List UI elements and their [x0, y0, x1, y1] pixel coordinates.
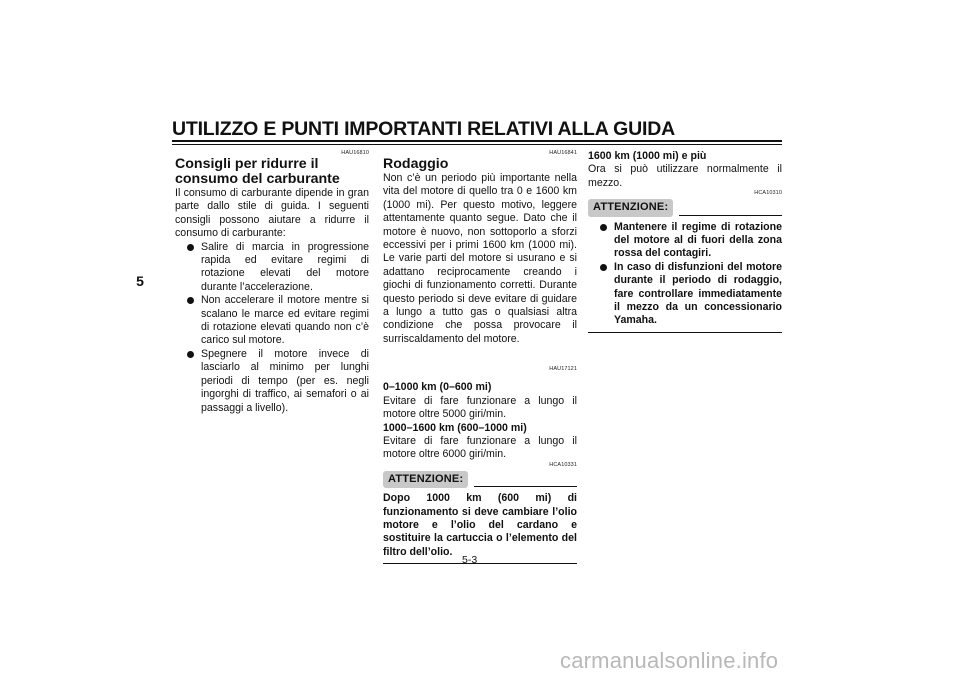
section-code: HAU17121	[549, 366, 577, 373]
section-code: HAU16810	[341, 150, 369, 156]
title-rule	[172, 140, 782, 142]
caution-code: HCA10331	[549, 461, 577, 468]
section-heading-fuel: Consigli per ridurre il consumo del carburante	[175, 156, 340, 187]
list-item: Non accelerare il motore mentre si scalano le marce ed evitare regimi di rotazione elevati quando non c’è carico sul motore.	[185, 294, 369, 348]
column-fuel-tips	[175, 150, 369, 415]
section-heading-break-in: Rodaggio	[383, 156, 449, 172]
caution-label: ATTENZIONE:	[588, 199, 673, 216]
list-item: Mantenere il regime di rotazione del motore al di fuori della zona rossa del contagiri.	[598, 221, 782, 261]
caution-list	[588, 221, 782, 328]
caution-text: Dopo 1000 km (600 mi) di funzionamento si deve cambiare l’olio motore e l’olio del cardano e sostituire la cartuccia o l’elemento del filtro dell’olio.	[383, 488, 577, 564]
break-in-text-2: Evitare di fare funzionare a lungo il motore oltre 6000 giri/min.	[383, 434, 577, 461]
watermark: carmanualsonline.info	[560, 648, 779, 673]
title-rule-thin	[172, 144, 782, 145]
after-break-in-subheading: 1600 km (1000 mi) e più	[588, 150, 707, 162]
break-in-paragraph: Non c’è un periodo più importante nella vita del motore di quello tra 0 e 1600 km (1000 mi). Per questo motivo, leggere attentamente quanto segue. Dato che il motore è nuovo, non sottoporlo a sforzi eccessivi per i primi 1600 km (1000 mi). Le varie parti del motore si usurano e si adattano reciprocamente creando i giochi di funzionamento corretti. Durante questo periodo si deve evitare di guidare a lungo a tutto gas o qualsiasi altra condizione che possa provocare il surriscaldamento del motore.	[383, 172, 577, 345]
list-item: In caso di disfunzioni del motore durante il periodo di rodaggio, fare controllare immediatamente il mezzo da un concessionario Yamaha.	[598, 261, 782, 328]
caution-label: ATTENZIONE:	[383, 471, 468, 488]
page-number: 5-3	[462, 554, 478, 566]
chapter-tab: 5	[136, 273, 144, 289]
list-item: Salire di marcia in progressione rapida ed evitare regimi di rotazione elevati del motore durante l’accelerazione.	[185, 241, 369, 295]
list-item: Spegnere il motore invece di lasciarlo al minimo per lunghi periodi di tempo (per es. negli ingorghi di traffico, ai semafori o ai passaggi a livello).	[185, 348, 369, 415]
caution-rule	[474, 486, 577, 487]
break-in-subheading-2: 1000–1600 km (600–1000 mi)	[383, 421, 527, 434]
section-code: HAU16841	[549, 150, 577, 156]
caution-code: HCA10310	[754, 190, 782, 197]
break-in-subheading-1: 0–1000 km (0–600 mi)	[383, 381, 492, 394]
caution-list-box	[588, 217, 782, 333]
fuel-intro: Il consumo di carburante dipende in gran parte dallo stile di guida. I seguenti consigli possono aiutare a ridurre il consumo di carburante:	[175, 187, 369, 240]
caution-header	[588, 199, 782, 216]
caution-rule	[679, 215, 782, 216]
column-break-in	[383, 150, 577, 564]
caution-header	[383, 471, 577, 488]
after-break-in-text: Ora si può utilizzare normalmente il mezzo.	[588, 163, 782, 189]
break-in-text-1: Evitare di fare funzionare a lungo il motore oltre 5000 giri/min.	[383, 394, 577, 421]
fuel-tips-list	[175, 241, 369, 415]
column-after-break-in	[588, 150, 782, 333]
page-title: UTILIZZO E PUNTI IMPORTANTI RELATIVI ALLA GUIDA	[172, 118, 675, 140]
